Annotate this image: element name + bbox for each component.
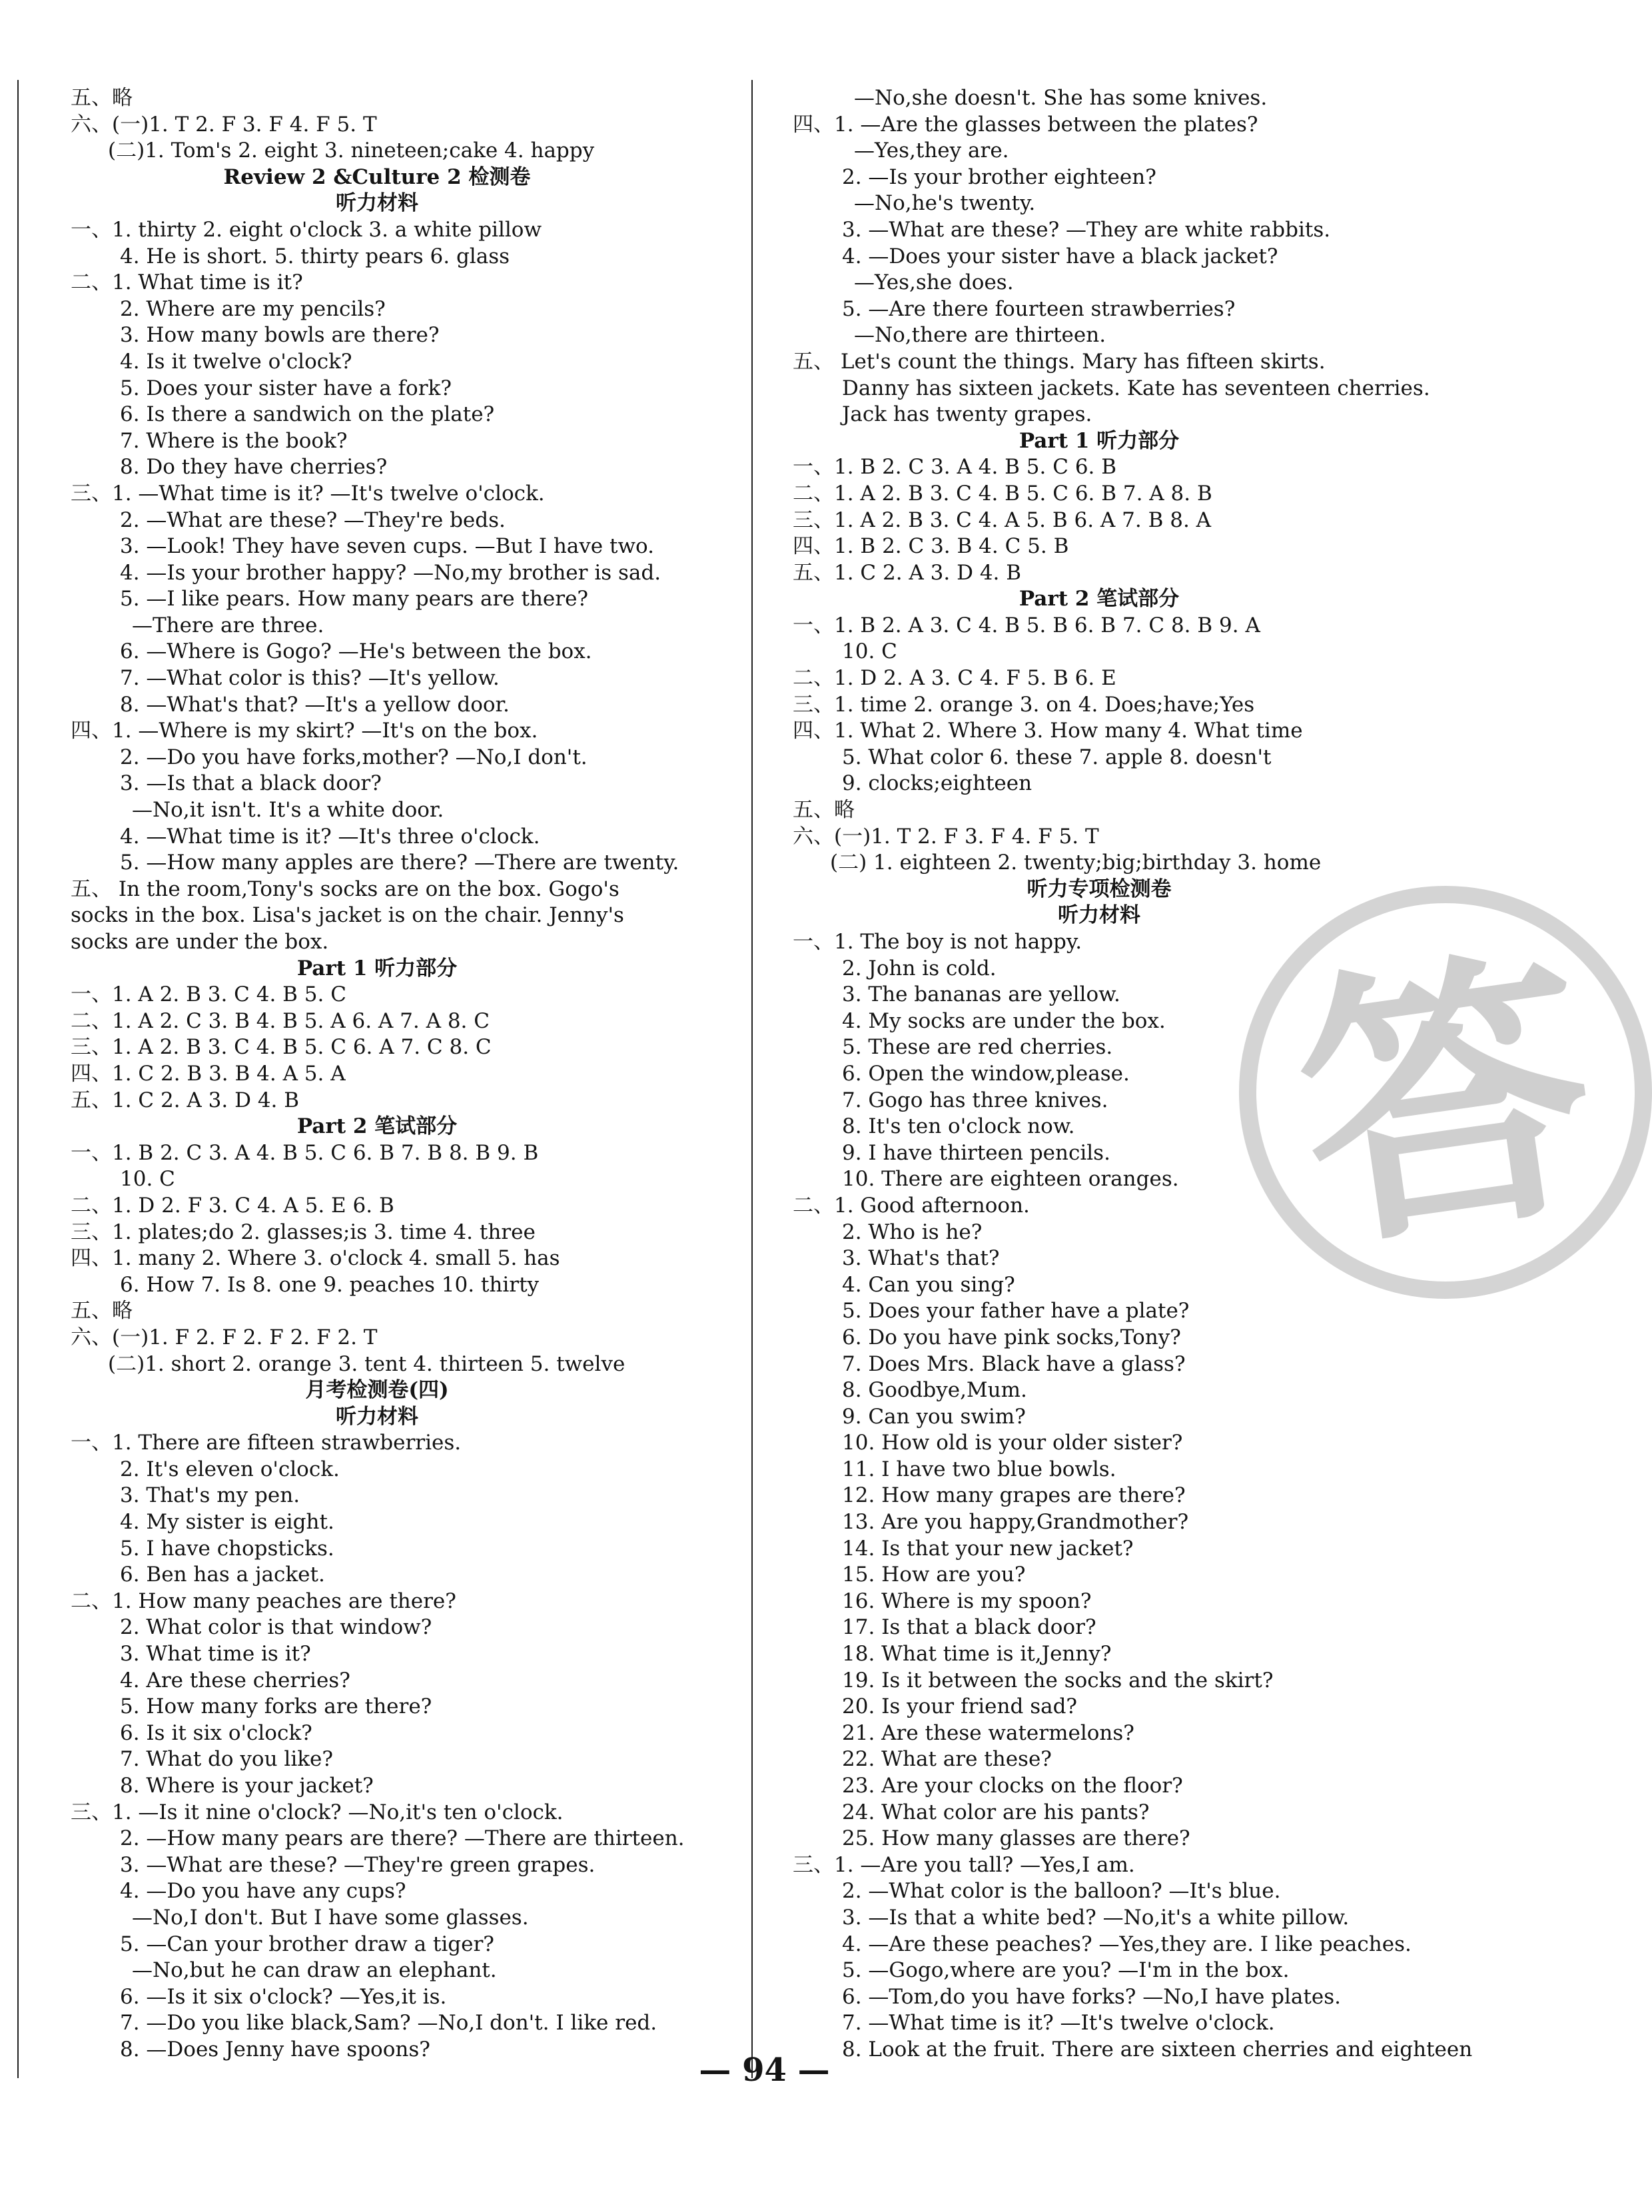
text-line: —Yes,they are. — [854, 139, 1009, 163]
section-heading: Part 1 听力部分 — [296, 956, 458, 980]
text-line: 2. —How many pears are there? —There are thirteen. — [120, 1826, 685, 1851]
text-line: 四、1. What 2. Where 3. How many 4. What time — [793, 719, 1303, 743]
text-line: 一、1. B 2. A 3. C 4. B 5. B 6. B 7. C 8. B 9. A — [793, 613, 1260, 637]
text-line: 6. Is there a sandwich on the plate? — [120, 402, 495, 427]
text-line: 8. Goodbye,Mum. — [842, 1378, 1027, 1403]
text-line: 一、1. B 2. C 3. A 4. B 5. C 6. B 7. B 8. B 9. B — [71, 1140, 539, 1165]
text-line: 三、1. A 2. B 3. C 4. B 5. C 6. A 7. C 8. C — [71, 1035, 492, 1060]
page-number: — 94 — — [699, 2051, 830, 2089]
text-line: 25. How many glasses are there? — [842, 1826, 1190, 1851]
text-line: 一、1. thirty 2. eight o'clock 3. a white pillow — [71, 217, 542, 242]
text-line: 4. —Are these peaches? —Yes,they are. I like peaches. — [842, 1932, 1412, 1956]
text-line: —Yes,she does. — [854, 270, 1014, 295]
text-line: 6. Do you have pink socks,Tony? — [842, 1325, 1181, 1349]
text-line: 二、1. A 2. B 3. C 4. B 5. C 6. B 7. A 8. B — [793, 481, 1212, 506]
text-line: —No,I don't. But I have some glasses. — [132, 1905, 529, 1930]
text-line: 三、1. time 2. orange 3. on 4. Does;have;Yes — [793, 692, 1255, 717]
text-line: 2. —Do you have forks,mother? —No,I don't. — [120, 745, 588, 769]
text-line: —No,he's twenty. — [854, 191, 1036, 216]
text-line: 四、1. —Are the glasses between the plates? — [793, 112, 1258, 137]
text-line: 5. I have chopsticks. — [120, 1536, 334, 1561]
section-heading: 听力材料 — [1058, 903, 1140, 928]
text-line: 2. —What are these? —They're beds. — [120, 508, 506, 532]
text-line: 9. clocks;eighteen — [842, 771, 1032, 796]
left-margin-rule — [17, 80, 19, 2078]
text-line: 7. Where is the book? — [120, 428, 348, 453]
section-heading: Part 1 听力部分 — [1019, 428, 1180, 453]
text-line: 10. How old is your older sister? — [842, 1431, 1183, 1455]
text-line: 8. —Does Jenny have spoons? — [120, 2037, 430, 2061]
text-line: (二)1. short 2. orange 3. tent 4. thirteen 5. twelve — [108, 1351, 625, 1376]
text-line: 3. —Is that a white bed? —No,it's a white pillow. — [842, 1905, 1350, 1930]
section-heading: 听力材料 — [336, 1404, 418, 1429]
text-line: 3. The bananas are yellow. — [842, 982, 1120, 1007]
text-line: 23. Are your clocks on the floor? — [842, 1774, 1183, 1798]
text-line: socks in the box. Lisa's jacket is on the chair. Jenny's — [71, 903, 624, 928]
text-line: 二、1. D 2. A 3. C 4. F 5. B 6. E — [793, 666, 1116, 691]
section-heading: 听力专项检测卷 — [1027, 877, 1172, 901]
text-line: 5. Does your father have a plate? — [842, 1299, 1190, 1323]
text-line: 10. C — [120, 1167, 175, 1192]
text-line: 6. —Is it six o'clock? —Yes,it is. — [120, 1984, 447, 2009]
text-line: 15. How are you? — [842, 1563, 1026, 1587]
text-line: 7. What do you like? — [120, 1747, 333, 1772]
text-line: 4. My socks are under the box. — [842, 1008, 1166, 1033]
text-line: 4. —What time is it? —It's three o'clock. — [120, 824, 540, 849]
text-line: 5. Does your sister have a fork? — [120, 376, 452, 400]
text-line: 9. Can you swim? — [842, 1404, 1026, 1429]
text-line: Danny has sixteen jackets. Kate has seventeen cherries. — [842, 376, 1430, 400]
text-line: 3. —Is that a black door? — [120, 771, 382, 796]
text-line: 4. He is short. 5. thirty pears 6. glass — [120, 244, 510, 268]
text-line: 2. Who is he? — [842, 1220, 983, 1244]
text-line: 9. I have thirteen pencils. — [842, 1140, 1110, 1165]
watermark-glyph: 答 — [1281, 918, 1611, 1288]
text-line: 6. Ben has a jacket. — [120, 1563, 325, 1587]
text-line: 12. How many grapes are there? — [842, 1483, 1186, 1508]
text-line: 20. Is your friend sad? — [842, 1694, 1078, 1719]
text-line: 3. How many bowls are there? — [120, 323, 440, 348]
text-line: Jack has twenty grapes. — [842, 402, 1092, 427]
text-line: 五、略 — [71, 1299, 133, 1323]
text-line: 5. —Are there fourteen strawberries? — [842, 296, 1236, 321]
text-line: 5. These are red cherries. — [842, 1035, 1113, 1060]
text-line: 三、1. —What time is it? —It's twelve o'clock. — [71, 481, 545, 506]
text-line: 3. What time is it? — [120, 1642, 311, 1666]
section-heading: 月考检测卷(四) — [305, 1378, 449, 1403]
text-line: 二、1. A 2. C 3. B 4. B 5. A 6. A 7. A 8. C — [71, 1008, 490, 1033]
section-heading: 听力材料 — [336, 191, 418, 216]
text-line: 13. Are you happy,Grandmother? — [842, 1510, 1189, 1535]
text-line: 4. —Does your sister have a black jacket? — [842, 244, 1278, 268]
text-line: 三、1. —Is it nine o'clock? —No,it's ten o'clock. — [71, 1800, 564, 1824]
text-line: 四、1. B 2. C 3. B 4. C 5. B — [793, 534, 1069, 559]
text-line: 16. Where is my spoon? — [842, 1589, 1092, 1613]
text-line: 二、1. How many peaches are there? — [71, 1589, 456, 1613]
text-line: 4. My sister is eight. — [120, 1510, 334, 1535]
text-line: 4. Are these cherries? — [120, 1668, 350, 1692]
text-line: 三、1. plates;do 2. glasses;is 3. time 4. three — [71, 1220, 536, 1244]
text-line: 五、略 — [71, 86, 133, 110]
text-line: 5. What color 6. these 7. apple 8. doesn't — [842, 745, 1272, 769]
text-line: 一、1. A 2. B 3. C 4. B 5. C — [71, 982, 346, 1007]
text-line: 2. —What color is the balloon? —It's blue. — [842, 1879, 1281, 1904]
text-line: 2. Where are my pencils? — [120, 296, 386, 321]
text-line: 一、1. There are fifteen strawberries. — [71, 1431, 462, 1455]
text-line: 17. Is that a black door? — [842, 1615, 1096, 1640]
text-line: 7. —What color is this? —It's yellow. — [120, 666, 500, 691]
right-column — [793, 85, 1473, 2063]
text-line: 6. How 7. Is 8. one 9. peaches 10. thirty — [120, 1272, 540, 1297]
text-line: 7. Gogo has three knives. — [842, 1088, 1108, 1112]
text-line: 6. —Tom,do you have forks? —No,I have plates. — [842, 1984, 1341, 2009]
text-line: 4. —Is your brother happy? —No,my brother is sad. — [120, 560, 661, 585]
text-line: 5. —I like pears. How many pears are there? — [120, 587, 589, 611]
text-line: —No,she doesn't. She has some knives. — [854, 86, 1268, 110]
text-line: 2. What color is that window? — [120, 1615, 432, 1640]
text-line: 19. Is it between the socks and the skirt? — [842, 1668, 1274, 1692]
text-line: 4. —Do you have any cups? — [120, 1879, 406, 1904]
text-line: 3. What's that? — [842, 1246, 1000, 1271]
text-line: 三、1. A 2. B 3. C 4. A 5. B 6. A 7. B 8. A — [793, 508, 1212, 532]
text-line: 7. Does Mrs. Black have a glass? — [842, 1351, 1186, 1376]
section-heading: Review 2 &Culture 2 检测卷 — [223, 165, 531, 189]
text-line: 8. It's ten o'clock now. — [842, 1114, 1075, 1139]
text-line: 四、1. C 2. B 3. B 4. A 5. A — [71, 1061, 346, 1086]
text-line: 10. C — [842, 639, 897, 664]
text-line: 3. —What are these? —They are white rabbits. — [842, 217, 1331, 242]
text-line: 3. That's my pen. — [120, 1483, 300, 1508]
text-line: 6. —Where is Gogo? —He's between the box. — [120, 639, 592, 664]
text-line: 3. —What are these? —They're green grapes. — [120, 1852, 596, 1877]
text-line: 二、1. D 2. F 3. C 4. A 5. E 6. B — [71, 1193, 394, 1218]
text-line: socks are under the box. — [71, 930, 329, 954]
text-line: 五、 In the room,Tony's socks are on the box. Gogo's — [71, 877, 620, 901]
text-line: 2. John is cold. — [842, 956, 997, 980]
text-line: 7. —What time is it? —It's twelve o'clock. — [842, 2011, 1275, 2035]
text-line: —No,there are thirteen. — [854, 323, 1106, 348]
text-line: 五、略 — [793, 798, 855, 823]
text-line: 二、1. What time is it? — [71, 270, 303, 295]
text-line: 22. What are these? — [842, 1747, 1052, 1772]
text-line: (二)1. Tom's 2. eight 3. nineteen;cake 4. happy — [108, 139, 595, 163]
text-line: 8. Look at the fruit. There are sixteen cherries and eighteen — [842, 2037, 1473, 2061]
text-line: 8. Do they have cherries? — [120, 455, 388, 480]
text-line: 6. Is it six o'clock? — [120, 1720, 312, 1745]
text-line: 五、1. C 2. A 3. D 4. B — [793, 560, 1022, 585]
text-line: 5. —Gogo,where are you? —I'm in the box. — [842, 1958, 1290, 1983]
text-line: 24. What color are his pants? — [842, 1800, 1150, 1824]
text-line: 四、1. many 2. Where 3. o'clock 4. small 5. has — [71, 1246, 560, 1271]
text-line: 10. There are eighteen oranges. — [842, 1167, 1179, 1192]
text-line: 5. How many forks are there? — [120, 1694, 432, 1719]
text-line: 四、1. —Where is my skirt? —It's on the box. — [71, 719, 538, 743]
text-line: 六、(一)1. T 2. F 3. F 4. F 5. T — [793, 824, 1099, 849]
text-line: 18. What time is it,Jenny? — [842, 1642, 1112, 1666]
text-line: 5. —Can your brother draw a tiger? — [120, 1932, 494, 1956]
text-line: 7. —Do you like black,Sam? —No,I don't. I like red. — [120, 2011, 657, 2035]
text-line: 2. —Is your brother eighteen? — [842, 165, 1156, 189]
text-line: 4. Can you sing? — [842, 1272, 1015, 1297]
section-heading: Part 2 笔试部分 — [1019, 587, 1180, 611]
text-line: 21. Are these watermelons? — [842, 1720, 1134, 1745]
text-line: 3. —Look! They have seven cups. —But I have two. — [120, 534, 654, 559]
text-line: 六、(一)1. T 2. F 3. F 4. F 5. T — [71, 112, 377, 137]
text-line: 8. Where is your jacket? — [120, 1774, 374, 1798]
text-line: —There are three. — [132, 613, 324, 637]
text-line: (二) 1. eighteen 2. twenty;big;birthday 3. home — [830, 851, 1322, 875]
text-line: 二、1. Good afternoon. — [793, 1193, 1030, 1218]
text-line: 4. Is it twelve o'clock? — [120, 349, 352, 374]
text-line: —No,but he can draw an elephant. — [132, 1958, 497, 1983]
text-line: 14. Is that your new jacket? — [842, 1536, 1134, 1561]
text-line: 一、1. The boy is not happy. — [793, 930, 1082, 954]
column-divider — [751, 80, 753, 2078]
text-line: 五、 Let's count the things. Mary has fifteen skirts. — [793, 349, 1326, 374]
text-line: 6. Open the window,please. — [842, 1061, 1130, 1086]
text-line: 六、(一)1. F 2. F 2. F 2. F 2. T — [71, 1325, 378, 1349]
section-heading: Part 2 笔试部分 — [296, 1114, 458, 1139]
text-line: 2. It's eleven o'clock. — [120, 1457, 340, 1481]
text-line: 三、1. —Are you tall? —Yes,I am. — [793, 1852, 1135, 1877]
left-column — [71, 85, 737, 2063]
text-line: —No,it isn't. It's a white door. — [132, 798, 444, 823]
text-line: 8. —What's that? —It's a yellow door. — [120, 692, 510, 717]
text-line: 五、1. C 2. A 3. D 4. B — [71, 1088, 300, 1112]
text-line: 5. —How many apples are there? —There are twenty. — [120, 851, 679, 875]
text-line: 11. I have two blue bowls. — [842, 1457, 1116, 1481]
text-line: 一、1. B 2. C 3. A 4. B 5. C 6. B — [793, 455, 1117, 480]
